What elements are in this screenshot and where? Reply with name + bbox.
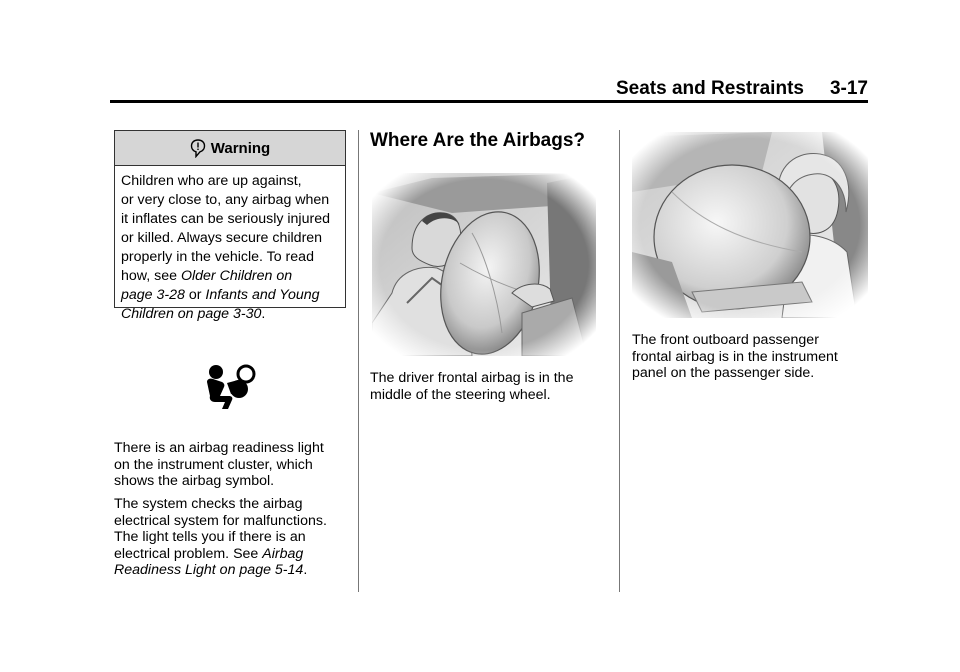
column-divider (358, 130, 359, 592)
page-number: 3-17 (829, 78, 868, 99)
text-line: shows the airbag symbol. (114, 473, 275, 489)
driver-airbag-illustration (372, 173, 596, 356)
warning-line: Children who are up against, (121, 173, 302, 189)
warning-text-run: or (184, 287, 206, 303)
warning-line: properly in the vehicle. To read (121, 249, 314, 265)
cross-reference-link[interactable]: Airbag (262, 545, 304, 562)
text-run: . (303, 562, 308, 578)
warning-text (115, 166, 345, 324)
system-check-paragraph (114, 496, 327, 579)
column-divider (619, 130, 620, 592)
section-title: Seats and Restraints (616, 78, 804, 99)
section-heading: Where Are the Airbags? (370, 130, 586, 151)
warning-line: it inflates can be seriously injured (121, 211, 330, 227)
warning-text-run: how, see (121, 268, 181, 284)
readiness-paragraph (114, 440, 324, 490)
warning-header (115, 131, 345, 166)
passenger-airbag-paragraph (632, 332, 838, 382)
warning-line: or very close to, any airbag when (121, 192, 330, 208)
text-line: The front outboard passenger (632, 332, 819, 348)
text-line: middle of the steering wheel. (370, 386, 551, 403)
warning-icon (190, 139, 206, 158)
cross-reference-link[interactable]: Readiness Light on page 5-14 (114, 562, 304, 578)
warning-line: or killed. Always secure children (121, 230, 323, 246)
text-line (114, 546, 327, 563)
warning-line (121, 305, 339, 324)
text-line: on the instrument cluster, which (114, 456, 313, 473)
text-line: There is an airbag readiness light (114, 440, 324, 456)
warning-line (121, 267, 339, 286)
text-line: panel on the passenger side. (632, 365, 815, 381)
text-line: electrical system for malfunctions. (114, 512, 327, 529)
cross-reference-link[interactable]: page 3-28 (121, 287, 185, 303)
cross-reference-link[interactable]: Children on page 3-30 (121, 306, 262, 322)
text-line: frontal airbag is in the instrument (632, 348, 838, 365)
text-line: The light tells you if there is an (114, 529, 306, 545)
warning-text-run: . (261, 306, 266, 322)
warning-line (121, 286, 339, 305)
page-header (110, 78, 868, 102)
warning-box (114, 130, 346, 322)
passenger-airbag-illustration (632, 132, 868, 318)
warning-title: Warning (210, 139, 271, 157)
text-line (114, 562, 327, 579)
text-line: The system checks the airbag (114, 496, 303, 512)
text-run: electrical problem. See (114, 545, 263, 562)
driver-airbag-paragraph (370, 370, 573, 403)
airbag-readiness-icon (203, 363, 257, 411)
cross-reference-link[interactable]: Infants and Young (205, 287, 320, 303)
text-line: The driver frontal airbag is in the (370, 370, 574, 386)
header-rule (110, 100, 868, 103)
cross-reference-link[interactable]: Older Children on (180, 268, 293, 284)
